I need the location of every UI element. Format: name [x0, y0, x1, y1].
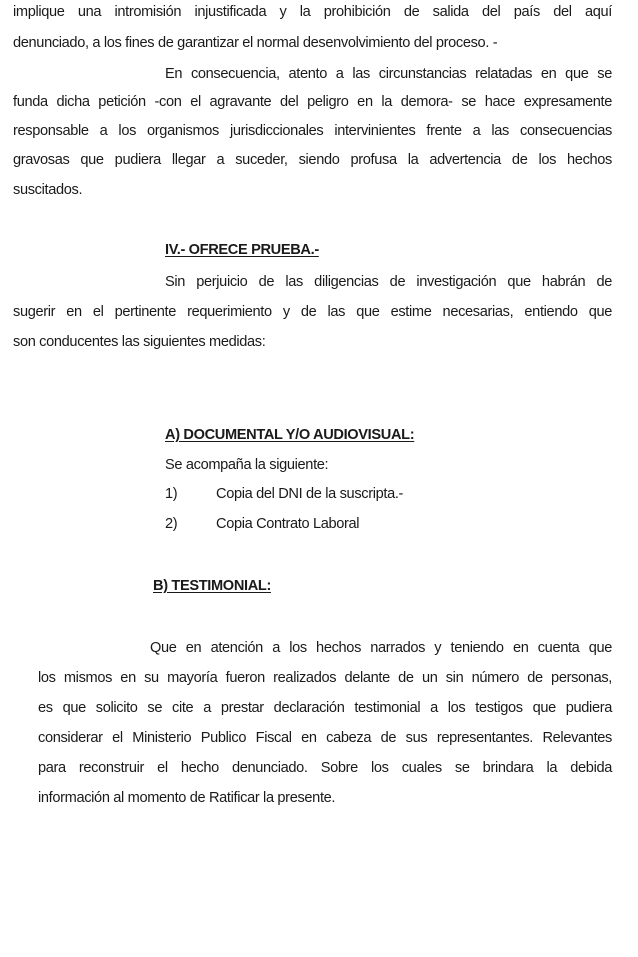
text-line: Sin perjuicio de las diligencias de investigación que habrán de: [165, 274, 612, 290]
text-line: suscitados.: [13, 182, 83, 198]
text-line: denunciado, a los fines de garantizar el normal desenvolvimiento del proceso. -: [13, 35, 498, 51]
text-line: los mismos en su mayoría fueron realizados delante de un sin número de personas,: [38, 670, 612, 686]
text-line: implique una intromisión injustificada y la prohibición de salida del país del aquí: [13, 4, 612, 20]
text-line: responsable a los organismos jurisdiccionales intervinientes frente a las consecuencias: [13, 123, 612, 139]
text-line: Que en atención a los hechos narrados y teniendo en cuenta que: [150, 640, 612, 656]
text-line: Se acompaña la siguiente:: [165, 457, 329, 473]
section-heading: A) DOCUMENTAL Y/O AUDIOVISUAL:: [165, 427, 415, 443]
section-heading: IV.- OFRECE PRUEBA.-: [165, 242, 319, 258]
list-item-text: Copia Contrato Laboral: [216, 516, 360, 532]
text-line: considerar el Ministerio Publico Fiscal en cabeza de sus representantes. Relevantes: [38, 730, 612, 746]
text-line: para reconstruir el hecho denunciado. Sobre los cuales se brindara la debida: [38, 760, 612, 776]
text-line: gravosas que pudiera llegar a suceder, siendo profusa la advertencia de los hechos: [13, 152, 612, 168]
text-line: sugerir en el pertinente requerimiento y de las que estime necesarias, entiendo que: [13, 304, 612, 320]
text-line: funda dicha petición -con el agravante del peligro en la demora- se hace expresamente: [13, 94, 612, 110]
list-item-text: Copia del DNI de la suscripta.-: [216, 486, 404, 502]
list-item-number: 2): [165, 516, 178, 532]
text-line: información al momento de Ratificar la presente.: [38, 790, 336, 806]
text-line: En consecuencia, atento a las circunstancias relatadas en que se: [165, 66, 612, 82]
text-line: son conducentes las siguientes medidas:: [13, 334, 266, 350]
list-item-number: 1): [165, 486, 178, 502]
section-heading: B) TESTIMONIAL:: [153, 578, 271, 594]
text-line: es que solicito se cite a prestar declaración testimonial a los testigos que pudiera: [38, 700, 612, 716]
